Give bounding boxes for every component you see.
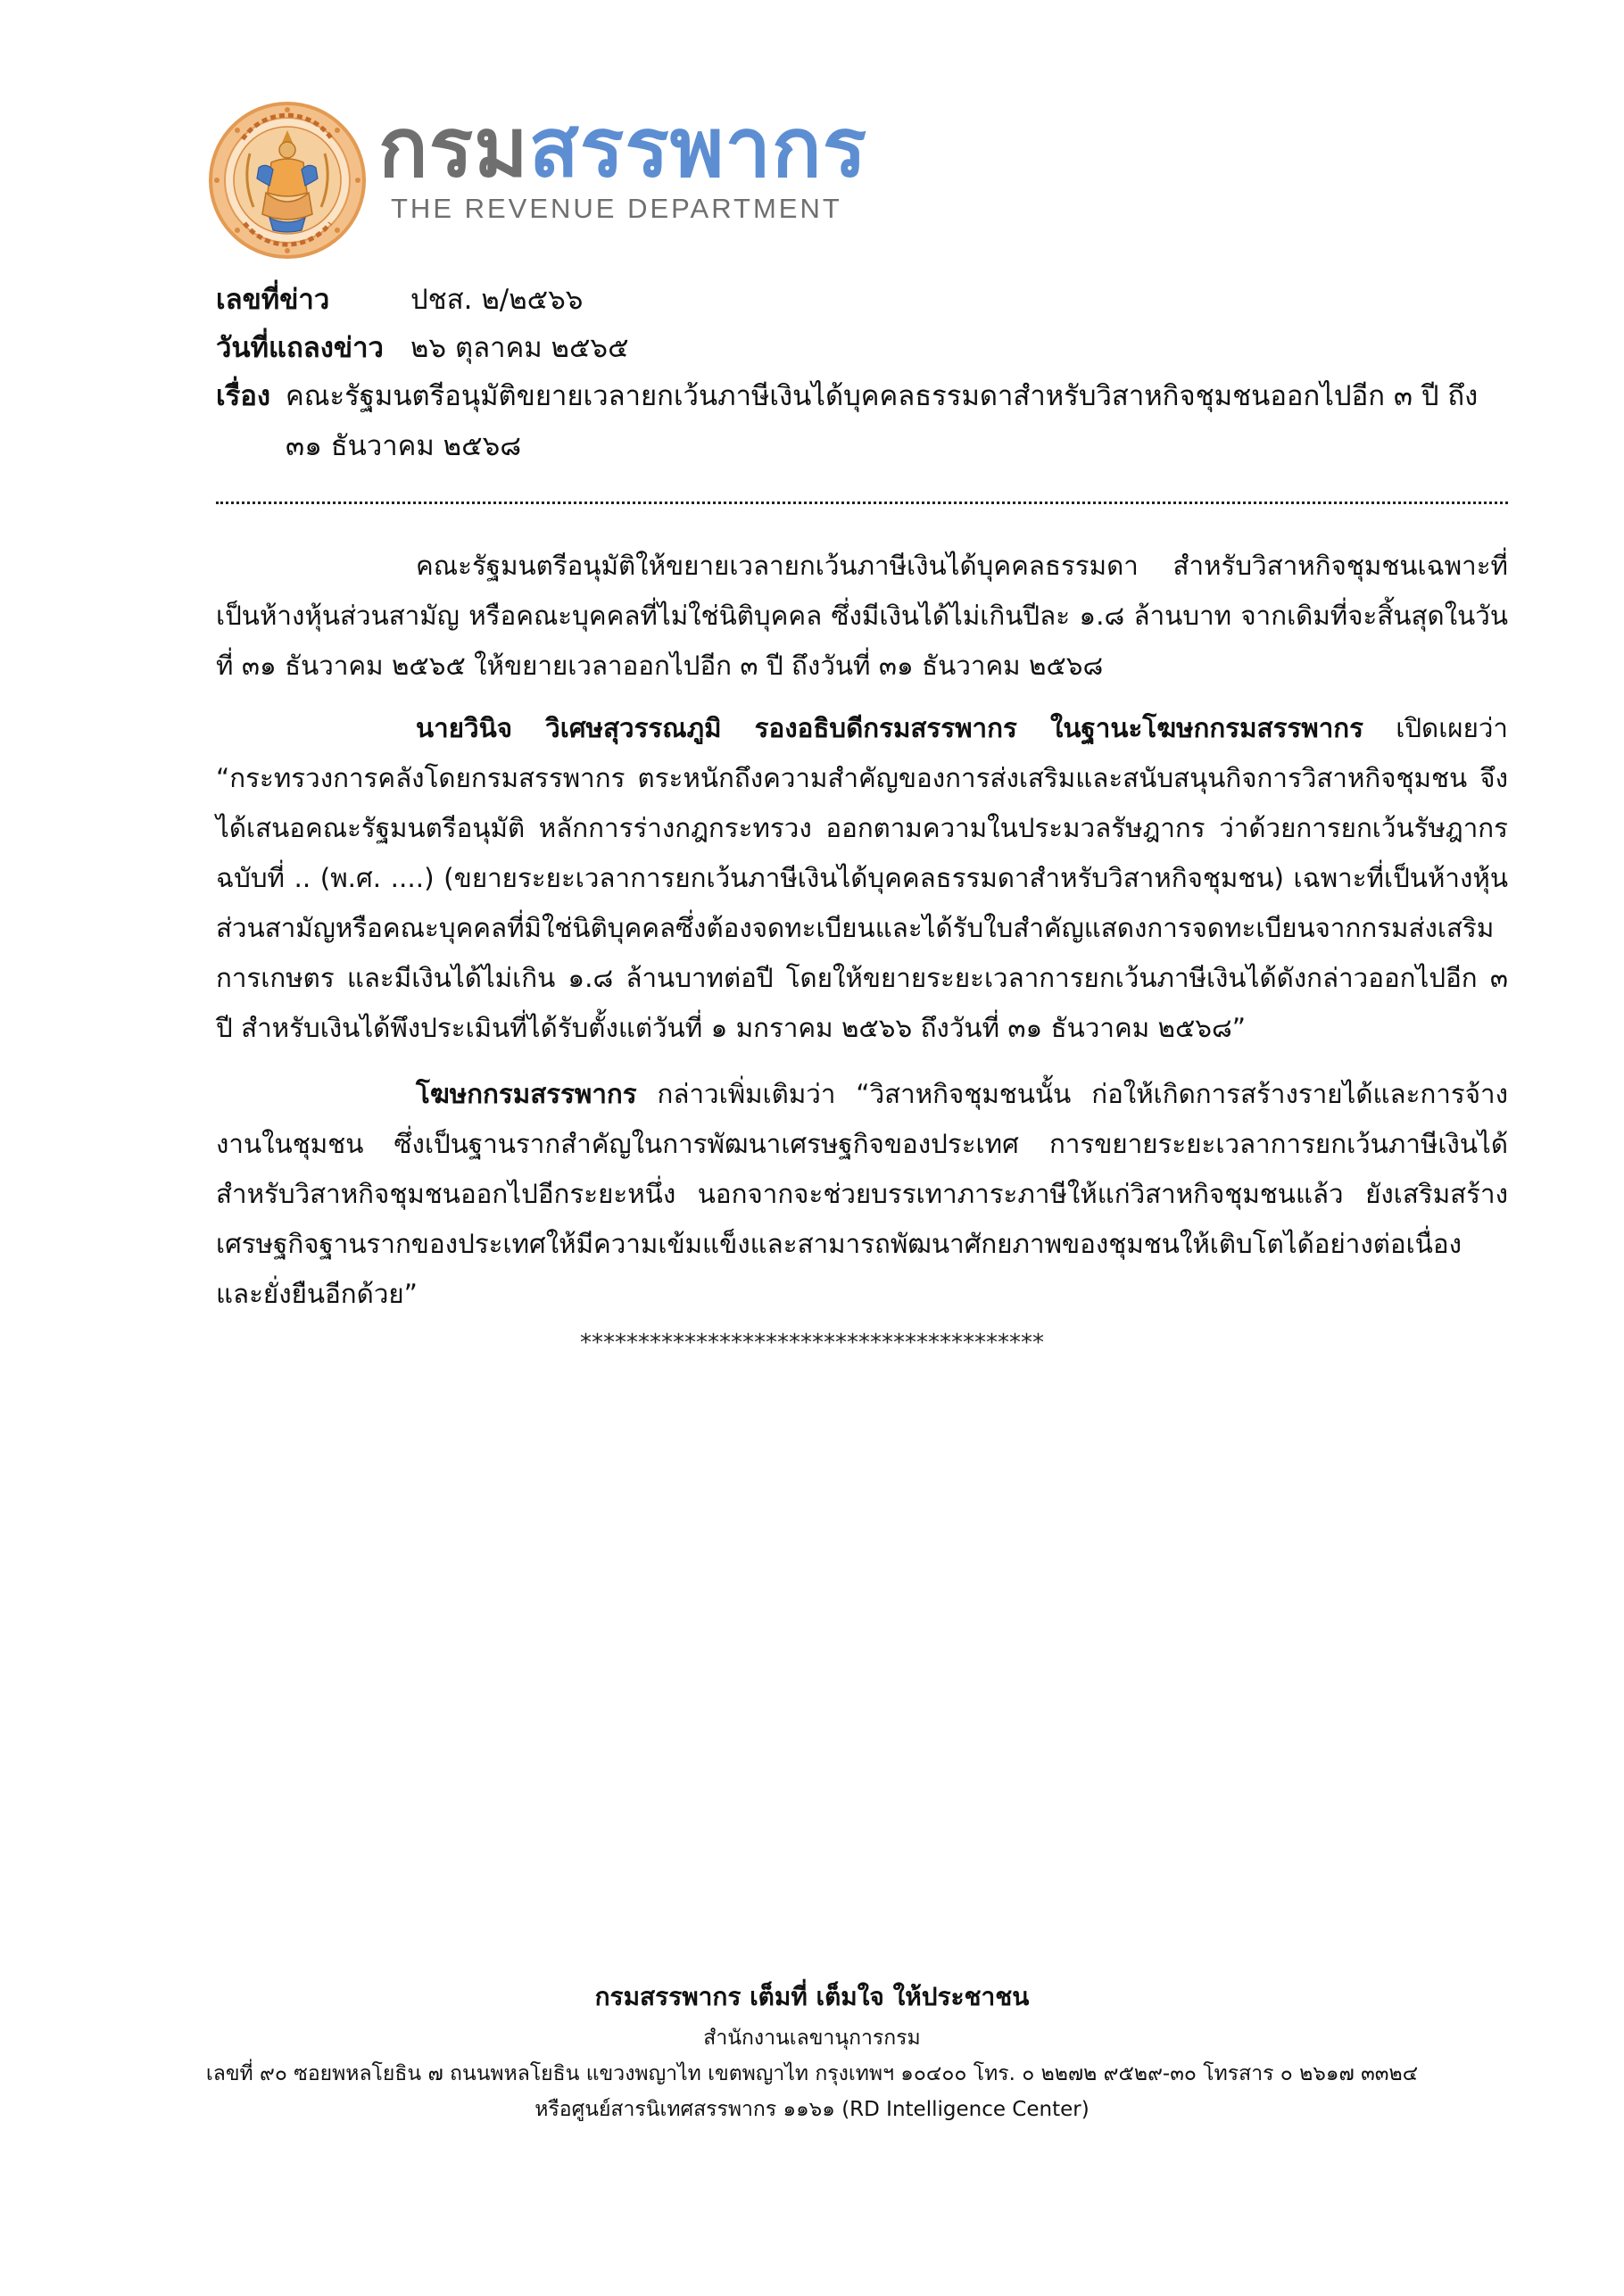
logo-thai-name	[378, 100, 868, 195]
subject-value: คณะรัฐมนตรีอนุมัติขยายเวลายกเว้นภาษีเงินได้บุคคลธรรมดาสำหรับวิสาหกิจชุมชนออกไปอีก ๓ ปี ถึง ๓๑ ธันวาคม ๒๕๖๘	[286, 380, 1479, 462]
paragraph-announcement: คณะรัฐมนตรีอนุมัติให้ขยายเวลายกเว้นภาษีเงินได้บุคคลธรรมดา สำหรับวิสาหกิจชุมชนเฉพาะที่เป็นห้างหุ้นส่วนสามัญ หรือคณะบุคคลที่ไม่ใช่นิติบุคคล ซึ่งมีเงินได้ไม่เกินปีละ ๑.๘ ล้านบาท จากเดิมที่จะสิ้นสุดในวันที่ ๓๑ ธันวาคม ๒๕๖๕ ให้ขยายเวลาออกไปอีก ๓ ปี ถึงวันที่ ๓๑ ธันวาคม ๒๕๖๘	[216, 551, 1508, 681]
spokesperson-label: โฆษกกรมสรรพากร	[416, 1079, 637, 1109]
footer-contact-center: หรือศูนย์สารนิเทศสรรพากร ๑๑๖๑ (RD Intelligence Center)	[534, 2098, 1090, 2121]
paragraph-deputy-statement	[216, 703, 1508, 1053]
revenue-department-wordmark	[378, 100, 868, 225]
dotted-divider	[216, 501, 1508, 504]
deputy-statement-text: เปิดเผยว่า “กระทรวงการคลังโดยกรมสรรพากร ตระหนักถึงความสำคัญของการส่งเสริมและสนับสนุนกิจการวิสาหกิจชุมชน จึงได้เสนอคณะรัฐมนตรีอนุมัติ หลักการร่างกฎกระทรวง ออกตามความในประมวลรัษฎากร ว่าด้วยการยกเว้นรัษฎากร ฉบับที่ .. (พ.ศ. ....) (ขยายระยะเวลาการยกเว้นภาษีเงินได้บุคคลธรรมดาสำหรับวิสาหกิจชุมชน) เฉพาะที่เป็นห้างหุ้นส่วนสามัญหรือคณะบุคคลที่มิใช่นิติบุคคลซึ่งต้องจดทะเบียนและได้รับใบสำคัญแสดงการจดทะเบียนจากกรมส่งเสริมการเกษตร และมีเงินได้ไม่เกิน ๑.๘ ล้านบาทต่อปี โดยให้ขยายระยะเวลาการยกเว้นภาษีเงินได้ดังกล่าวออกไปอีก ๓ ปี สำหรับเงินได้พึงประเมินที่ได้รับตั้งแต่วันที่ ๑ มกราคม ๒๕๖๖ ถึงวันที่ ๓๑ ธันวาคม ๒๕๖๘”	[216, 713, 1508, 1043]
release-date-value: ๒๖ ตุลาคม ๒๕๖๕	[410, 332, 629, 364]
footer-address: เลขที่ ๙๐ ซอยพหลโยธิน ๗ ถนนพหลโยธิน แขวงพญาไท เขตพญาไท กรุงเทพฯ ๑๐๔๐๐ โทร. ๐ ๒๒๗๒ ๙๕๒๙-๓๐ โทรสาร ๐ ๒๖๑๗ ๓๓๒๔	[205, 2062, 1419, 2085]
revenue-department-seal-icon	[207, 100, 368, 261]
logo-thai-part2: สรรพากร	[528, 100, 868, 195]
news-number-row	[216, 280, 583, 319]
end-marker: ****************************************	[580, 1330, 1044, 1356]
news-number-label: เลขที่ข่าว	[216, 284, 330, 316]
release-date-row	[216, 328, 629, 368]
footer-slogan: กรมสรรพากร เต็มที่ เต็มใจ ให้ประชาชน	[594, 1982, 1030, 2011]
speaker-name: นายวินิจ วิเศษสุวรรณภูมิ รองอธิบดีกรมสรรพากร ในฐานะโฆษกกรมสรรพากร	[416, 713, 1363, 743]
logo-english-name: THE REVENUE DEPARTMENT	[391, 193, 842, 224]
subject-row	[216, 377, 1510, 471]
subject-label: เรื่อง	[216, 380, 271, 412]
news-number-value: ปชส. ๒/๒๕๖๖	[410, 284, 584, 316]
release-date-label: วันที่แถลงข่าว	[216, 332, 384, 364]
footer-office: สำนักงานเลขานุการกรม	[703, 2027, 921, 2050]
paragraph-spokesperson-statement	[216, 1069, 1508, 1319]
logo-thai-part1: กรม	[378, 100, 529, 195]
spokesperson-statement-text: กล่าวเพิ่มเติมว่า “วิสาหกิจชุมชนนั้น ก่อให้เกิดการสร้างรายได้และการจ้างงานในชุมชน ซึ่งเป็นฐานรากสำคัญในการพัฒนาเศรษฐกิจของประเทศ การขยายระยะเวลาการยกเว้นภาษีเงินได้สำหรับวิสาหกิจชุมชนออกไปอีกระยะหนึ่ง นอกจากจะช่วยบรรเทาภาระภาษีให้แก่วิสาหกิจชุมชนแล้ว ยังเสริมสร้างเศรษฐกิจฐานรากของประเทศให้มีความเข้มแข็งและสามารถพัฒนาศักยภาพของชุมชนให้เติบโตได้อย่างต่อเนื่องและยั่งยืนอีกด้วย”	[216, 1079, 1508, 1309]
